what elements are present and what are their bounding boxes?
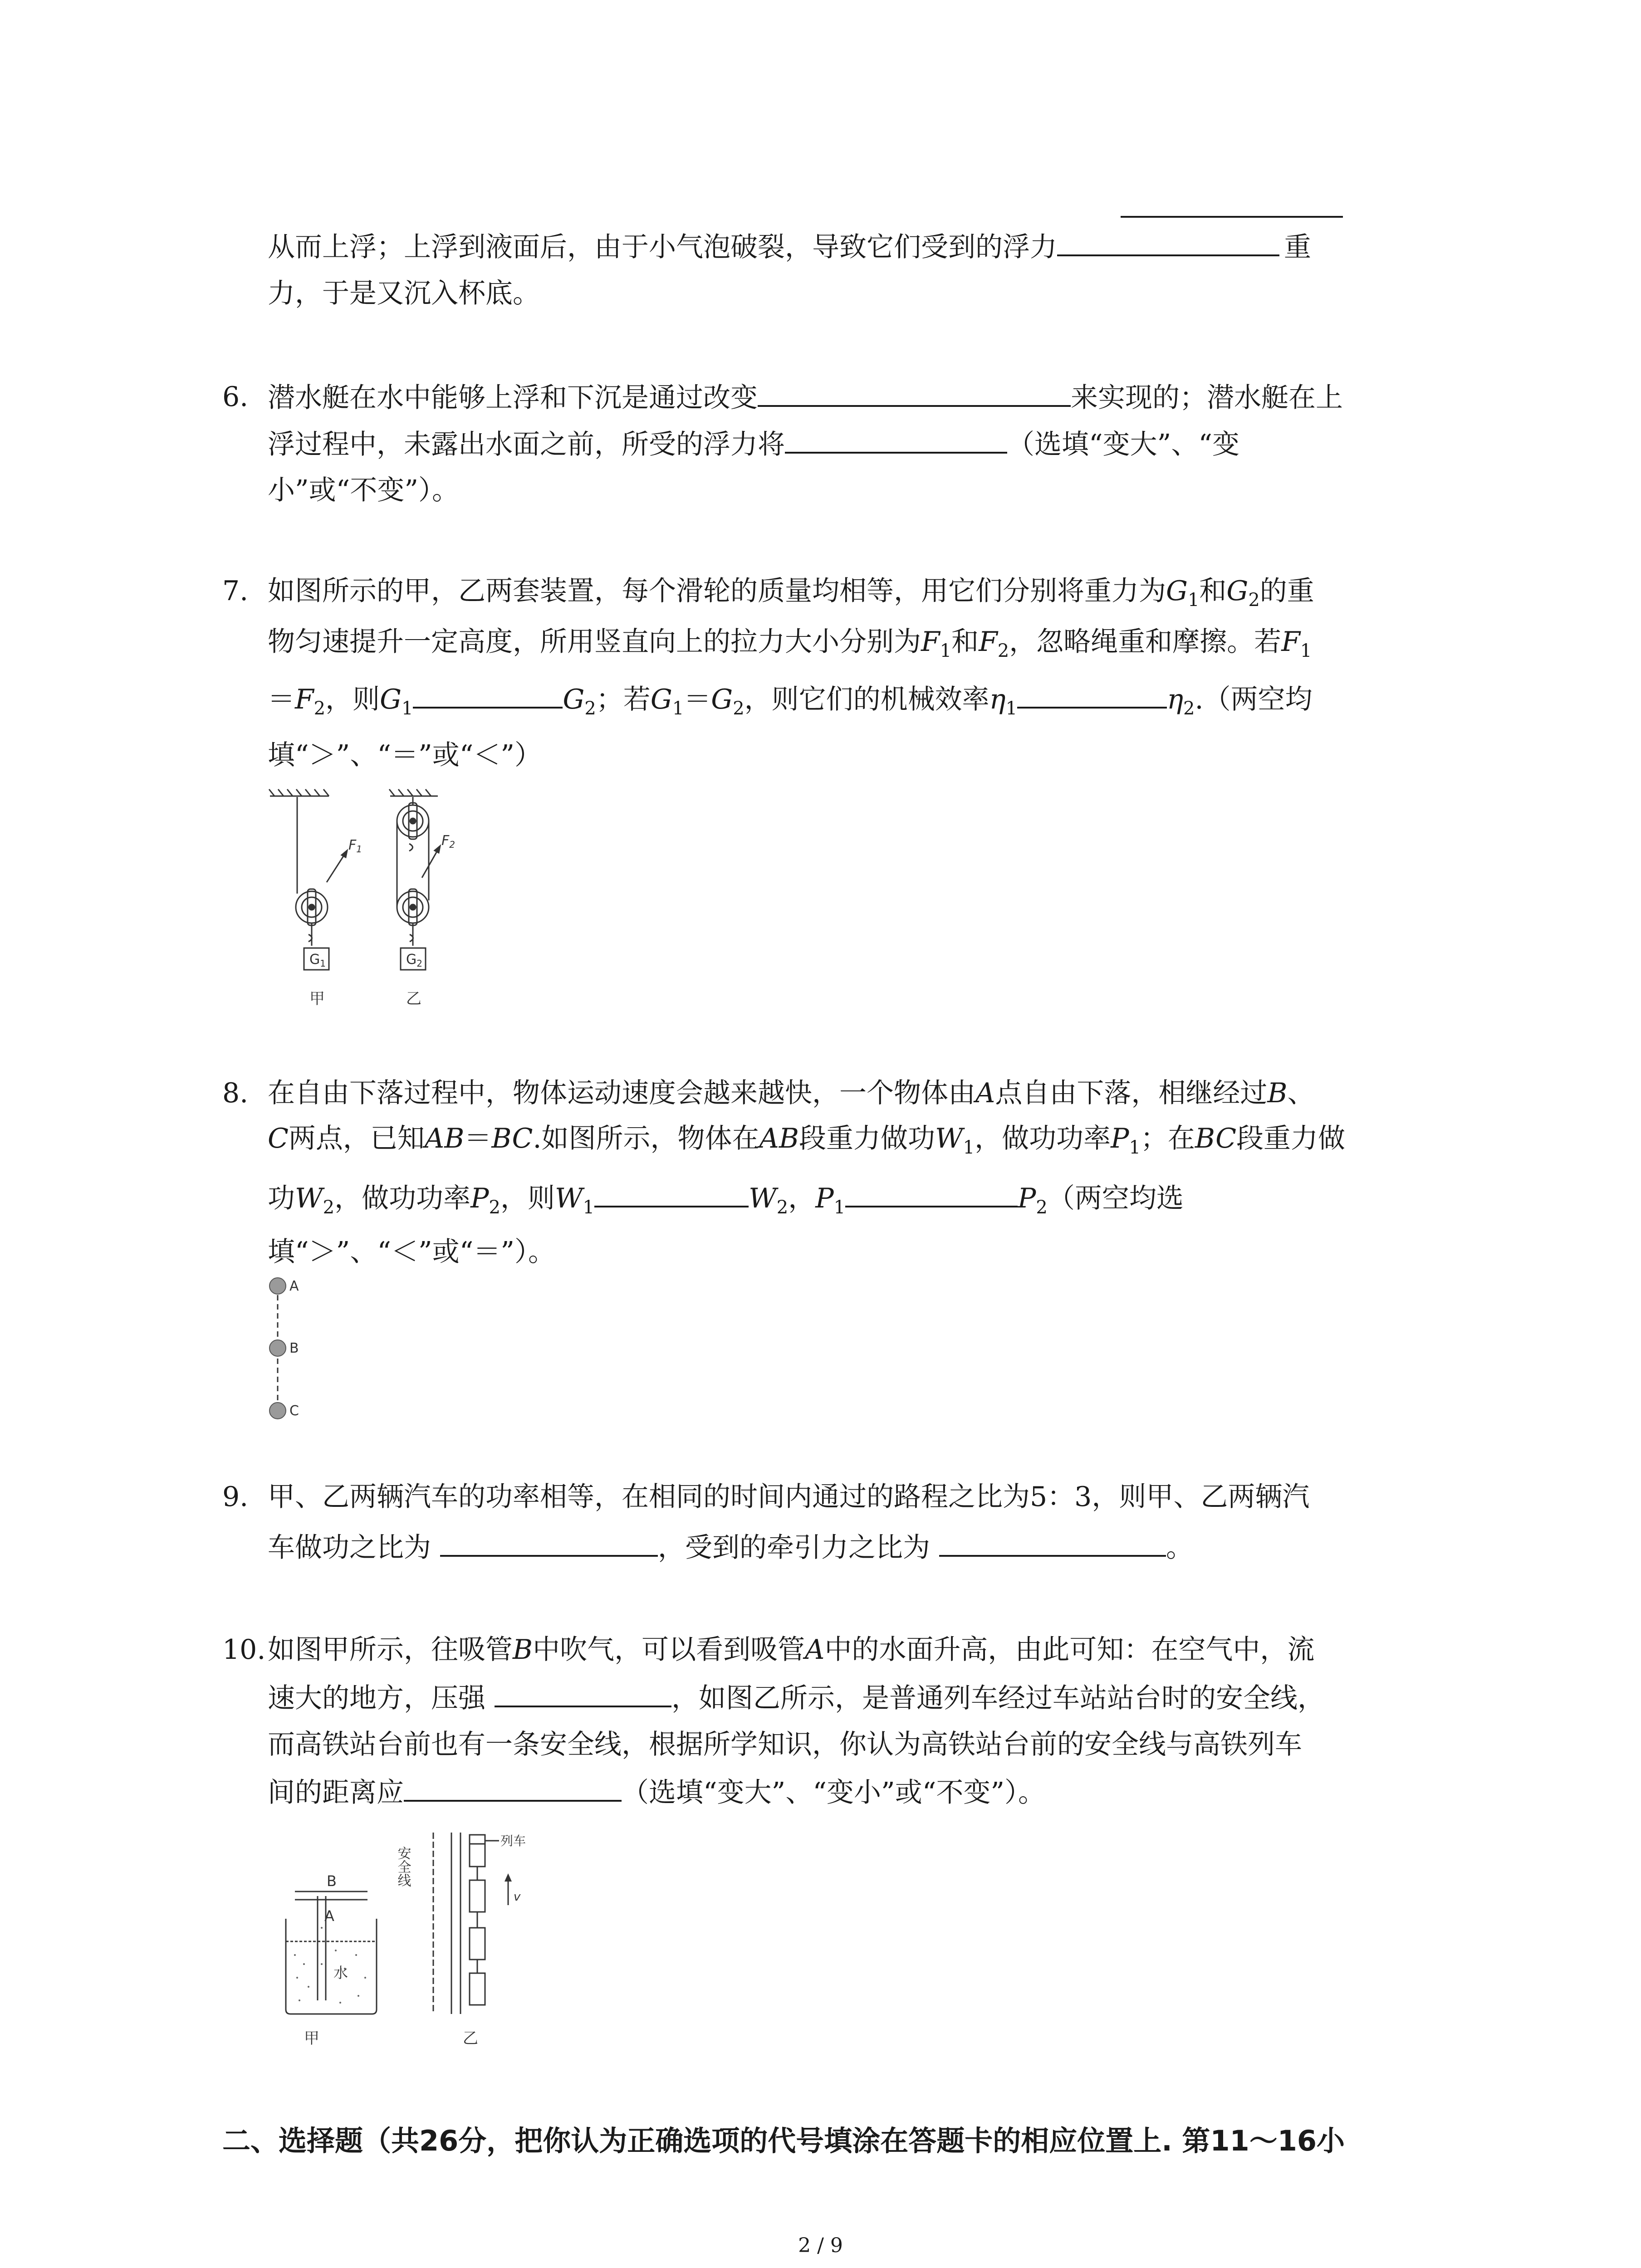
q10-line2: 速大的地方，压强 ，如图乙所示，是普通列车经过车站站台时的安全线， (268, 1679, 1325, 1716)
q7-line4: 填“＞”、“＝”或“＜”） (268, 739, 542, 771)
section-2-title: 二、选择题（共26分，把你认为正确选项的代号填涂在答题卡的相应位置上. 第11～16小 (222, 2124, 1345, 2157)
q10-figure (277, 1828, 603, 2059)
pulley-system-jia (269, 789, 347, 970)
q7-line1: 如图所示的甲，乙两套装置，每个滑轮的质量均相等，用它们分别将重力为$G_1$和$G_2$的重 (268, 575, 1314, 611)
straw-a-label: A (324, 1907, 334, 1925)
q7-number: 7. (222, 575, 249, 607)
q8-line4: 填“＞”、“＜”或“＝”）。 (268, 1236, 556, 1268)
train-label: 列车 (500, 1833, 526, 1848)
q6-line3: 小”或“不变”）。 (268, 474, 460, 506)
q10-blank-1[interactable] (495, 1679, 671, 1707)
q9-blank-1[interactable] (440, 1529, 658, 1557)
label-jia-q10: 甲 (304, 2029, 319, 2048)
q9-blank-2[interactable] (939, 1529, 1166, 1557)
q10-blank-2[interactable] (404, 1774, 622, 1802)
q6-blank-2[interactable] (785, 425, 1007, 454)
q8-number: 8. (222, 1077, 249, 1109)
q9-number: 9. (222, 1481, 249, 1513)
q6-blank-1[interactable] (758, 379, 1071, 407)
q8-line2: C两点，已知AB＝BC.如图所示，物体在AB段重力做功$W_1$，做功功率$P_1$；在BC段重力做 (268, 1123, 1346, 1158)
label-yi-q10: 乙 (463, 2029, 478, 2048)
q5-blank[interactable] (1057, 228, 1279, 256)
point-b-label: B (289, 1340, 299, 1356)
safety-line-label: 安全线 (395, 1846, 411, 1887)
q10-number: 10. (222, 1634, 266, 1666)
q10-line4: 间的距离应 （选填“变大”、“变小”或“不变”）。 (268, 1774, 1045, 1811)
f2-label: $F_2$ (441, 833, 455, 850)
q8-line3: 功$W_2$，做功功率$P_2$，则$W_1$ $W_2$，$P_1$ $P_2$（两空均选 (268, 1179, 1184, 1226)
q8-falling-figure (268, 1270, 331, 1429)
g1-label: $G_1$ (309, 952, 326, 969)
q7-pulley-figure (268, 787, 522, 1023)
point-a-label: A (289, 1278, 299, 1294)
q9-line1: 甲、乙两辆汽车的功率相等，在相同的时间内通过的路程之比为5：3，则甲、乙两辆汽 (268, 1481, 1310, 1513)
ball-a (269, 1278, 286, 1294)
platform-diagram (433, 1833, 508, 2014)
ball-c (269, 1403, 286, 1419)
q6-line2: 浮过程中，未露出水面之前，所受的浮力将 （选填“变大”、“变 (268, 425, 1239, 463)
f1-label: $F_1$ (348, 837, 362, 855)
q10-line1: 如图甲所示，往吸管B中吹气，可以看到吸管A中的水面升高，由此可知：在空气中，流 (268, 1634, 1315, 1666)
page-number: 2 / 9 (798, 2234, 843, 2257)
q7-blank-1[interactable] (413, 680, 563, 709)
g2-label: $G_2$ (406, 952, 422, 969)
label-jia: 甲 (309, 990, 325, 1008)
q9-line2: 车做功之比为 ，受到的牵引力之比为 。 (268, 1529, 1193, 1566)
q5-line2: 力，于是又沉入杯底。 (268, 278, 540, 309)
q8-line1: 在自由下落过程中，物体运动速度会越来越快，一个物体由A点自由下落，相继经过B、 (268, 1077, 1315, 1109)
top-blank (1121, 216, 1343, 218)
q7-line3: $=F_2$，则$G_1$ $G_2$；若$G_1=G_2$，则它们的机械效率$\eta_1$ $\eta_2$.（两空均 (268, 680, 1313, 727)
q8-blank-2[interactable] (845, 1179, 1018, 1207)
q10-line3: 而高铁站台前也有一条安全线，根据所学知识，你认为高铁站台前的安全线与高铁列车 (268, 1729, 1302, 1760)
water-dots (294, 1927, 366, 2004)
pulley-system-yi (389, 789, 440, 970)
straw-b-label: B (327, 1872, 337, 1890)
q6-number: 6. (222, 381, 249, 413)
q7-line2: 物匀速提升一定高度，所用竖直向上的拉力大小分别为$F_1$和$F_2$，忽略绳重和摩擦。若$F_1$ (268, 626, 1312, 661)
q7-blank-2[interactable] (1017, 680, 1167, 709)
velocity-arrow-icon (505, 1873, 512, 1882)
label-yi: 乙 (406, 990, 421, 1008)
point-c-label: C (289, 1403, 299, 1419)
velocity-label: v (514, 1890, 521, 1904)
q5-line1: 从而上浮；上浮到液面后，由于小气泡破裂，导致它们受到的浮力 重 (268, 228, 1311, 265)
ball-b (269, 1340, 286, 1356)
water-label: 水 (333, 1964, 348, 1981)
q6-line1: 潜水艇在水中能够上浮和下沉是通过改变 来实现的；潜水艇在上 (268, 379, 1343, 416)
q8-blank-1[interactable] (594, 1179, 749, 1207)
